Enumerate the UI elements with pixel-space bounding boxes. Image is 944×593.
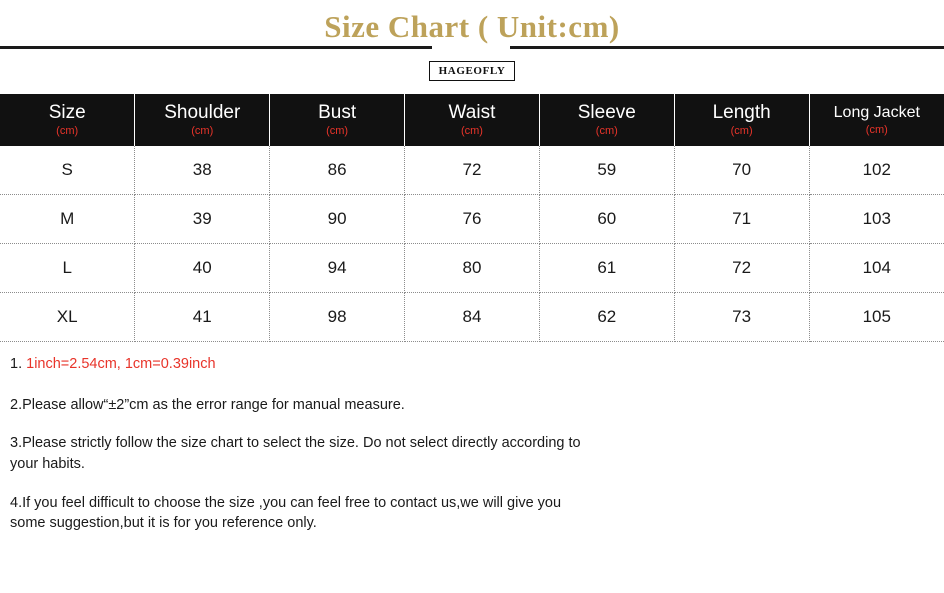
page-title: Size Chart ( Unit:cm) <box>324 9 620 44</box>
cell-sleeve: 61 <box>539 244 674 293</box>
cell-shoulder: 38 <box>135 146 270 195</box>
note-3-line-2: your habits. <box>10 455 85 472</box>
note-4-line-2: some suggestion,but it is for you reference only. <box>10 515 317 532</box>
title-container <box>0 0 944 45</box>
column-header-unit: (cm) <box>326 125 349 138</box>
note-item-1 <box>10 354 934 375</box>
cell-bust: 98 <box>270 293 405 342</box>
column-header-label: Shoulder <box>164 102 241 124</box>
cell-waist: 76 <box>405 195 540 244</box>
column-header-waist <box>405 94 540 146</box>
cell-long-jacket: 104 <box>809 244 944 293</box>
brand-badge: HAGEOFLY <box>429 61 516 81</box>
column-header-unit: (cm) <box>730 125 753 138</box>
table-header <box>0 94 944 146</box>
cell-size: XL <box>0 293 135 342</box>
column-header-size <box>0 94 135 146</box>
cell-size: S <box>0 146 135 195</box>
cell-shoulder: 41 <box>135 293 270 342</box>
column-header-bust <box>270 94 405 146</box>
cell-long-jacket: 103 <box>809 195 944 244</box>
note-1-prefix: 1. <box>10 356 27 373</box>
brand-container <box>0 61 944 85</box>
column-header-long-jacket <box>809 94 944 146</box>
column-header-length <box>674 94 809 146</box>
cell-bust: 90 <box>270 195 405 244</box>
note-item-4 <box>10 493 934 534</box>
column-header-label: Waist <box>448 102 496 124</box>
column-header-shoulder <box>135 94 270 146</box>
title-divider-gap <box>432 46 510 49</box>
cell-length: 71 <box>674 195 809 244</box>
cell-shoulder: 39 <box>135 195 270 244</box>
notes-section <box>0 342 944 533</box>
table-row <box>0 293 944 342</box>
column-header-label: Size <box>48 102 86 124</box>
note-item-2: 2.Please allow“±2”cm as the error range for manual measure. <box>10 396 405 413</box>
cell-size: L <box>0 244 135 293</box>
cell-bust: 94 <box>270 244 405 293</box>
table-row <box>0 146 944 195</box>
cell-sleeve: 60 <box>539 195 674 244</box>
column-header-unit: (cm) <box>865 123 888 136</box>
table-row <box>0 195 944 244</box>
cell-bust: 86 <box>270 146 405 195</box>
note-3-line-1: 3.Please strictly follow the size chart to select the size. Do not select directly according to <box>10 435 581 452</box>
note-item-3 <box>10 433 934 474</box>
cell-length: 73 <box>674 293 809 342</box>
column-header-unit: (cm) <box>595 125 618 138</box>
cell-waist: 72 <box>405 146 540 195</box>
cell-length: 72 <box>674 244 809 293</box>
column-header-unit: (cm) <box>191 125 214 138</box>
cell-shoulder: 40 <box>135 244 270 293</box>
cell-size: M <box>0 195 135 244</box>
cell-sleeve: 62 <box>539 293 674 342</box>
column-header-label: Sleeve <box>577 102 636 124</box>
cell-sleeve: 59 <box>539 146 674 195</box>
cell-waist: 84 <box>405 293 540 342</box>
column-header-label: Bust <box>318 102 357 124</box>
table-header-row <box>0 94 944 146</box>
column-header-label: Length <box>712 102 771 124</box>
column-header-sleeve <box>539 94 674 146</box>
cell-long-jacket: 102 <box>809 146 944 195</box>
table-body <box>0 146 944 342</box>
table-row <box>0 244 944 293</box>
column-header-label: Long Jacket <box>833 103 920 121</box>
note-1-conversion: 1inch=2.54cm, 1cm=0.39inch <box>26 356 216 373</box>
cell-long-jacket: 105 <box>809 293 944 342</box>
size-chart-table <box>0 94 944 342</box>
column-header-unit: (cm) <box>56 125 79 138</box>
cell-length: 70 <box>674 146 809 195</box>
note-4-line-1: 4.If you feel difficult to choose the size ,you can feel free to contact us,we will give you <box>10 494 562 511</box>
column-header-unit: (cm) <box>460 125 483 138</box>
cell-waist: 80 <box>405 244 540 293</box>
